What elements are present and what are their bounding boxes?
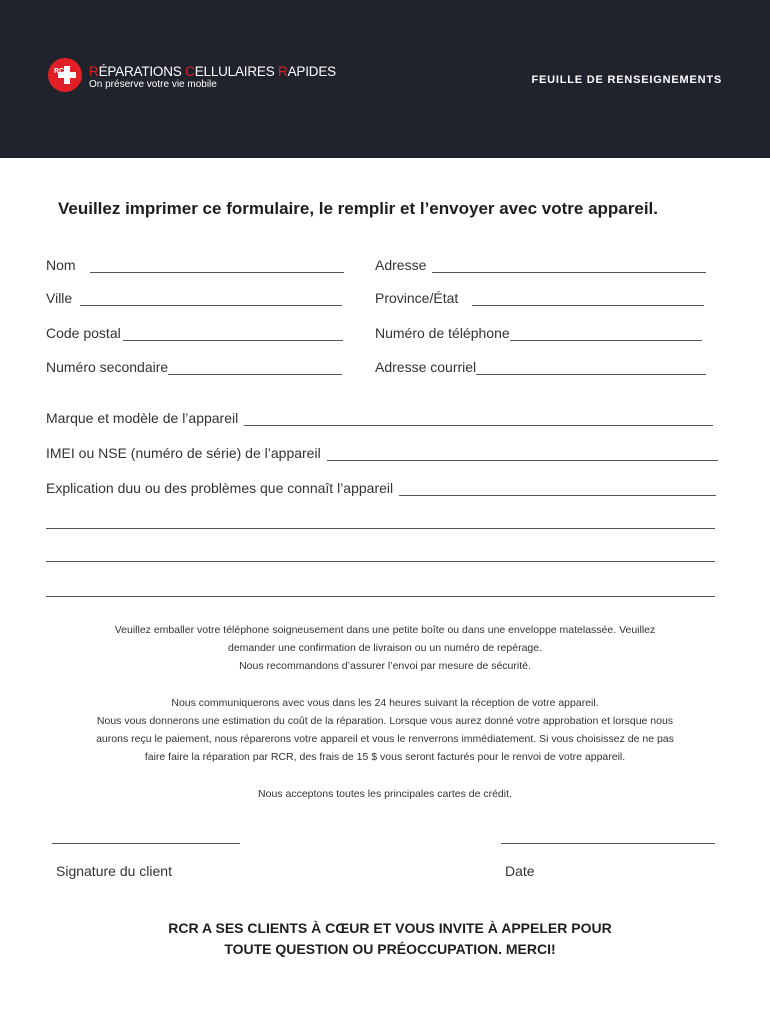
form-instruction: Veuillez imprimer ce formulaire, le remplir et l’envoyer avec votre appareil. — [58, 199, 658, 218]
field-telephone[interactable] — [375, 325, 702, 341]
field-nom-line[interactable] — [90, 260, 344, 273]
explication-line-2[interactable] — [46, 561, 715, 562]
field-marque[interactable] — [46, 410, 713, 426]
packing-paragraph — [40, 621, 730, 675]
field-nom-label: Nom — [46, 257, 76, 273]
field-code-postal-label: Code postal — [46, 325, 121, 341]
field-courriel-line[interactable] — [476, 362, 706, 375]
logo-text: RCR — [54, 68, 70, 75]
explication-line-1[interactable] — [46, 528, 715, 529]
field-explication-label: Explication duu ou des problèmes que connaît l’appareil — [46, 480, 394, 496]
field-explication[interactable] — [46, 480, 716, 496]
field-marque-line[interactable] — [244, 413, 713, 426]
field-ville-line[interactable] — [80, 293, 342, 306]
field-nom[interactable] — [46, 257, 344, 273]
field-adresse[interactable] — [375, 257, 706, 273]
field-secondaire[interactable] — [46, 359, 342, 375]
paragraph-line: Nous acceptons toutes les principales cartes de crédit. — [258, 788, 512, 800]
field-marque-label: Marque et modèle de l’appareil — [46, 410, 239, 426]
payment-paragraph — [40, 785, 730, 803]
sheet-title: FEUILLE DE RENSEIGNEMENTS — [531, 74, 722, 86]
paragraph-line: aurons reçu le paiement, nous réparerons votre appareil et vous le renverrons immédiatement. Si vous choisissez de ne pas — [96, 733, 674, 745]
field-ville[interactable] — [46, 290, 342, 306]
field-adresse-line[interactable] — [432, 260, 706, 273]
field-telephone-label: Numéro de téléphone — [375, 325, 510, 341]
explication-line-3[interactable] — [46, 596, 715, 597]
closing-line: RCR A SES CLIENTS À CŒUR ET VOUS INVITE À APPELER POUR — [168, 920, 612, 936]
brand-initial-c: C — [185, 64, 195, 79]
paragraph-line: demander une confirmation de livraison ou un numéro de repérage. — [227, 642, 543, 654]
field-secondaire-label: Numéro secondaire — [46, 359, 169, 375]
field-imei[interactable] — [46, 445, 718, 461]
process-paragraph — [40, 694, 730, 766]
field-province[interactable] — [375, 290, 704, 306]
closing-line: TOUTE QUESTION OU PRÉOCCUPATION. MERCI! — [224, 941, 556, 957]
field-province-line[interactable] — [472, 293, 704, 306]
paragraph-line: Nous vous donnerons une estimation du coût de la réparation. Lorsque vous aurez donné votre approbation et lorsque nous — [96, 715, 674, 727]
field-province-label: Province/État — [375, 290, 459, 306]
page-header — [0, 0, 770, 158]
brand-word-cellulaires: ELLULAIRES — [194, 64, 279, 79]
field-ville-label: Ville — [46, 290, 73, 306]
brand-word-reparations: ÉPARATIONS — [98, 64, 186, 79]
field-courriel[interactable] — [375, 359, 706, 375]
date-label: Date — [505, 863, 535, 879]
field-courriel-label: Adresse courriel — [375, 359, 477, 375]
date-line[interactable] — [501, 843, 715, 844]
paragraph-line: Veuillez emballer votre téléphone soigneusement dans une petite boîte ou dans une enveloppe matelassée. Veuillez — [114, 624, 656, 636]
paragraph-line: Nous recommandons d’assurer l’envoi par mesure de sécurité. — [239, 660, 531, 672]
paragraph-line: Nous communiquerons avec vous dans les 24 heures suivant la réception de votre appareil. — [171, 697, 599, 709]
brand-name — [89, 64, 336, 79]
brand-initial-r: R — [89, 64, 99, 79]
brand-word-rapides: APIDES — [287, 64, 336, 79]
closing-message — [40, 918, 740, 960]
field-adresse-label: Adresse — [375, 257, 427, 273]
field-imei-label: IMEI ou NSE (numéro de série) de l’appareil — [46, 445, 321, 461]
rcr-logo-icon — [48, 58, 82, 92]
signature-label: Signature du client — [56, 863, 172, 879]
signature-line[interactable] — [52, 843, 240, 844]
field-explication-line[interactable] — [399, 483, 716, 496]
brand-tagline: On préserve votre vie mobile — [89, 79, 217, 90]
field-code-postal[interactable] — [46, 325, 343, 341]
field-secondaire-line[interactable] — [168, 362, 342, 375]
brand-initial-r2: R — [278, 64, 288, 79]
field-code-postal-line[interactable] — [123, 328, 343, 341]
paragraph-line: faire faire la réparation par RCR, des frais de 15 $ vous seront facturés pour le renvoi de votre appareil. — [144, 751, 626, 763]
field-imei-line[interactable] — [327, 448, 718, 461]
field-telephone-line[interactable] — [510, 328, 702, 341]
